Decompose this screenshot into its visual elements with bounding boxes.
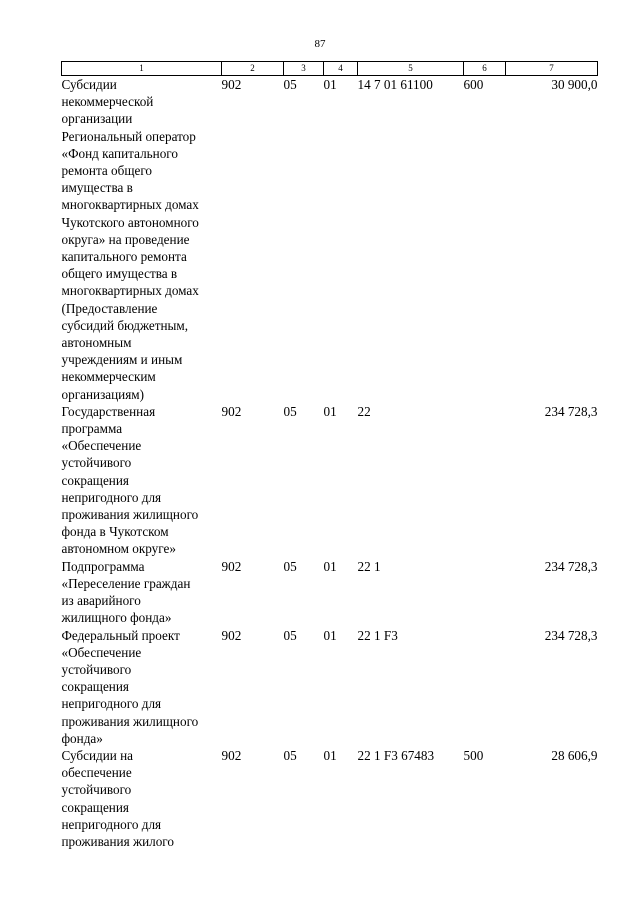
- header-col-1: 1: [62, 62, 222, 76]
- row-name-line: автономным: [61, 335, 132, 351]
- expense-type: 500: [463, 747, 484, 763]
- row-name-line: учреждениям и иным: [61, 352, 183, 368]
- row-name-line: автономном округе»: [61, 541, 176, 557]
- ministry-code: 902: [221, 627, 242, 643]
- row-name: [62, 403, 222, 558]
- row-name-line: жилищного фонда»: [61, 610, 172, 626]
- row-name: [62, 627, 222, 747]
- header-col-7: 7: [506, 62, 598, 76]
- row-name-line: «Фонд капитального: [61, 145, 178, 161]
- target-article: 22: [357, 403, 371, 419]
- target-article: 22 1 F3 67483: [357, 747, 435, 763]
- row-name-line: сокращения: [61, 472, 129, 488]
- ministry-code: 902: [221, 558, 242, 574]
- row-name-line: Субсидии: [61, 77, 117, 92]
- target-article: 14 7 01 61100: [357, 77, 433, 92]
- row-name: [62, 558, 222, 627]
- header-row: [62, 62, 598, 76]
- row-name-line: Государственная: [61, 403, 156, 419]
- target-article: 22 1 F3: [357, 627, 398, 643]
- row-name-line: непригодного для: [61, 816, 162, 832]
- expense-type: [464, 558, 506, 627]
- row-name-line: многоквартирных домах: [61, 197, 199, 213]
- header-col-2: 2: [222, 62, 284, 76]
- amount: 30 900,0: [551, 77, 598, 92]
- subsection-code: 01: [323, 558, 337, 574]
- row-name-line: из аварийного: [61, 593, 141, 609]
- section-code: 05: [283, 627, 297, 643]
- subsection-code: 01: [323, 77, 337, 92]
- amount: 28 606,9: [551, 747, 598, 763]
- table-body: [62, 76, 598, 851]
- header-col-4: 4: [324, 62, 358, 76]
- row-name-line: Субсидии на: [61, 747, 134, 763]
- row-name-line: «Обеспечение: [61, 438, 142, 454]
- ministry-code: 902: [221, 747, 242, 763]
- amount: 234 728,3: [544, 403, 598, 419]
- section-code: 05: [283, 747, 297, 763]
- row-name-line: некоммерческим: [61, 369, 156, 385]
- row-name-line: непригодного для: [61, 696, 162, 712]
- row-name-line: «Обеспечение: [61, 644, 142, 660]
- row-name-line: проживания жилищного: [61, 507, 199, 523]
- ministry-code: 902: [221, 77, 242, 92]
- row-name-line: устойчивого: [61, 455, 132, 471]
- row-name-line: округа» на проведение: [61, 231, 190, 247]
- header-col-3: 3: [284, 62, 324, 76]
- row-name-line: Подпрограмма: [61, 558, 145, 574]
- table-row: [62, 403, 598, 558]
- row-name-line: непригодного для: [61, 489, 162, 505]
- row-name-line: (Предоставление: [61, 300, 158, 316]
- row-name-line: организации: [61, 111, 133, 127]
- row-name-line: Региональный оператор: [61, 128, 196, 144]
- row-name-line: многоквартирных домах: [61, 283, 199, 299]
- section-code: 05: [283, 77, 297, 92]
- row-name-line: сокращения: [61, 799, 129, 815]
- row-name-line: имущества в: [61, 180, 133, 196]
- expense-type: [464, 403, 506, 558]
- row-name-line: организациям): [61, 386, 145, 402]
- table-header: [62, 62, 598, 76]
- subsection-code: 01: [323, 747, 337, 763]
- table-row: [62, 76, 598, 403]
- section-code: 05: [283, 558, 297, 574]
- amount: 234 728,3: [544, 627, 598, 643]
- row-name: [62, 747, 222, 850]
- row-name-line: обеспечение: [61, 765, 132, 781]
- row-name-line: программа: [61, 421, 123, 437]
- row-name-line: сокращения: [61, 679, 129, 695]
- row-name-line: общего имущества в: [61, 266, 178, 282]
- subsection-code: 01: [323, 403, 337, 419]
- header-col-6: 6: [464, 62, 506, 76]
- header-col-5: 5: [358, 62, 464, 76]
- table-row: [62, 558, 598, 627]
- subsection-code: 01: [323, 627, 337, 643]
- row-name-line: Федеральный проект: [61, 627, 180, 643]
- page-number: 87: [314, 38, 326, 50]
- row-name-line: ремонта общего: [61, 163, 153, 179]
- row-name-line: проживания жилого: [61, 833, 174, 849]
- expense-type: [464, 627, 506, 747]
- row-name-line: «Переселение граждан: [61, 575, 191, 591]
- row-name-line: фонда в Чукотском: [61, 524, 169, 540]
- row-name-line: устойчивого: [61, 661, 132, 677]
- table-row: [62, 747, 598, 850]
- row-name-line: проживания жилищного: [61, 713, 199, 729]
- amount: 234 728,3: [544, 558, 598, 574]
- expense-type: 600: [463, 77, 484, 92]
- row-name-line: некоммерческой: [61, 94, 154, 110]
- target-article: 22 1: [357, 558, 381, 574]
- row-name-line: капитального ремонта: [61, 249, 187, 265]
- row-name-line: устойчивого: [61, 782, 132, 798]
- row-name-line: Чукотского автономного: [61, 214, 199, 230]
- ministry-code: 902: [221, 403, 242, 419]
- row-name: [62, 76, 222, 403]
- row-name-line: субсидий бюджетным,: [61, 317, 189, 333]
- section-code: 05: [283, 403, 297, 419]
- budget-table: [61, 61, 598, 850]
- table-row: [62, 627, 598, 747]
- row-name-line: фонда»: [61, 730, 103, 746]
